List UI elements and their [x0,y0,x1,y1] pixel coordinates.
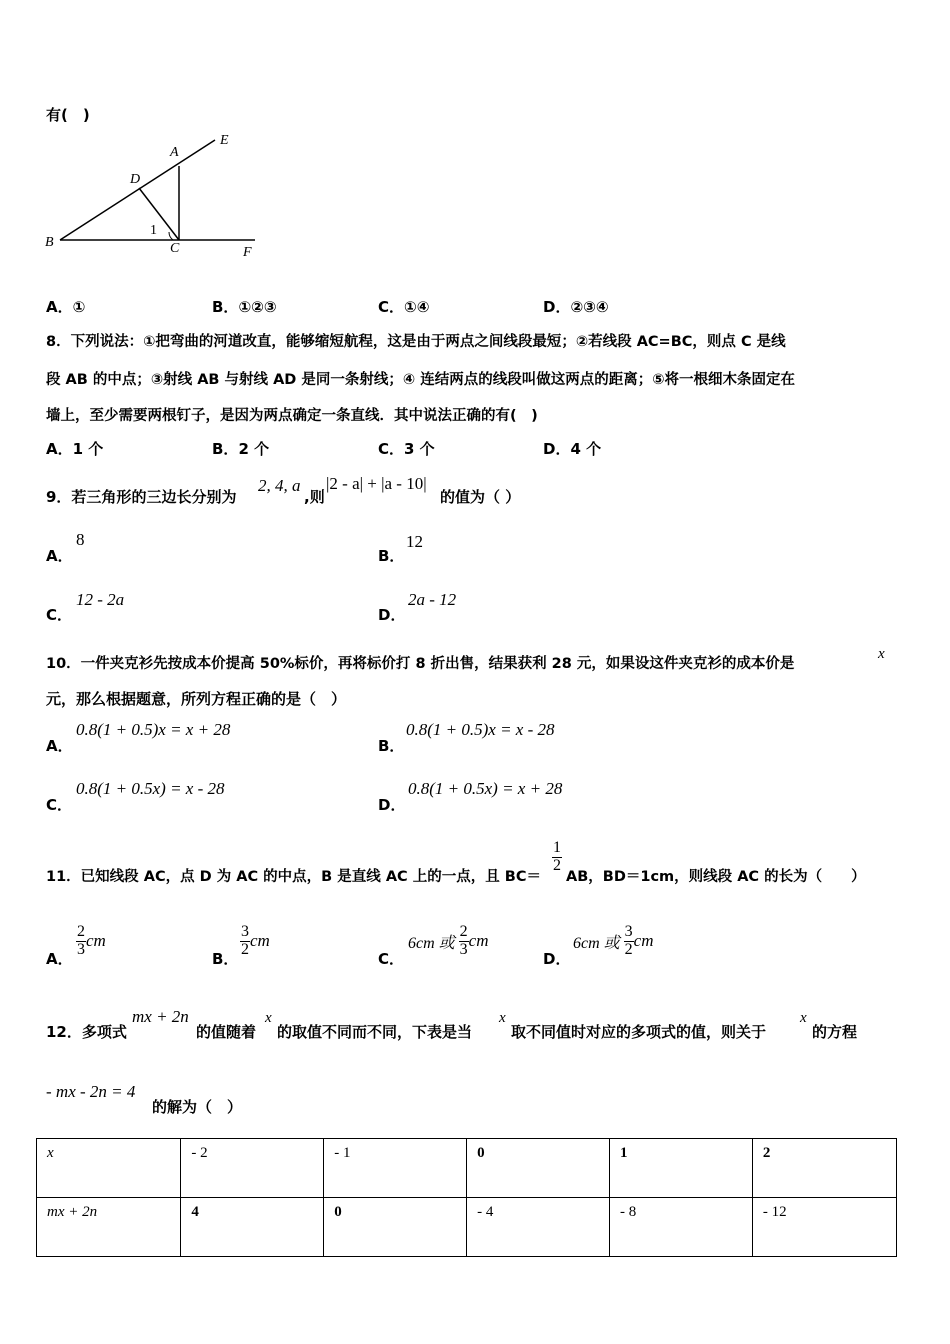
label-c: C [170,241,180,256]
q9-sides: 2, 4, a [258,476,301,495]
q9-suffix: 的值为（ ） [440,488,521,506]
geometry-figure [40,128,270,263]
q10-option-c-equation: 0.8(1 + 0.5x) = x - 28 [76,779,225,798]
table-cell: - 4 [467,1198,610,1257]
q9-option-a-letter[interactable]: A． [46,547,73,565]
q8-line-1: 8．下列说法：①把弯曲的河道改直，能够缩短航程，这是由于两点之间线段最短；②若线段 AC=BC，则点 C 是线 [46,334,786,350]
q10-line-1: 10．一件夹克衫先按成本价提高 50%标价，再将标价打 8 折出售，结果获利 28 元，如果设这件夹克衫的成本价是 [46,656,795,672]
q10-option-a-letter[interactable]: A． [46,737,73,755]
q12-part-6: 的解为（ ） [152,1098,243,1116]
q7-option-c[interactable]: C．①④ [378,298,430,316]
table-cell: - 2 [181,1139,324,1198]
q9-option-b-letter[interactable]: B． [378,547,405,565]
q10-option-d-letter[interactable]: D． [378,796,406,814]
q11-option-d-letter[interactable]: D． [543,950,571,968]
table-header-x: x [37,1139,181,1198]
q8-option-b[interactable]: B．2 个 [212,440,270,458]
q7-stem-end: 有( ) [46,106,90,124]
q12-part-3: 的取值不同而不同，下表是当 [277,1023,473,1041]
table-cell: 1 [610,1139,753,1198]
q11-option-b-value: $\frac{3}{2}$ cm [241,923,270,958]
table-header-polynomial: mx + 2n [37,1198,181,1257]
q10-option-b-equation: 0.8(1 + 0.5)x = x - 28 [406,720,555,739]
q11-option-d-value: 6cm 或 $\frac{3}{2}$ cm [573,923,654,958]
q11-stem: 11．已知线段 AC，点 D 为 AC 的中点，B 是直线 AC 上的一点，且 BC＝ [46,869,541,885]
q8-line-3: 墙上，至少需要两根钉子，是因为两点确定一条直线．其中说法正确的有( ) [46,408,538,424]
table-row-x [37,1139,897,1198]
q9-option-b-value: 12 [406,532,423,551]
q12-equation: - mx - 2n = 4 [46,1082,136,1101]
q9-option-d-letter[interactable]: D． [378,606,406,624]
table-cell: 4 [181,1198,324,1257]
table-cell: - 12 [752,1198,896,1257]
angle-1-arc [169,232,173,240]
q12-part-2: 的值随着 [196,1023,257,1041]
label-angle-1: 1 [150,223,157,238]
q11-option-b-letter[interactable]: B． [212,950,239,968]
table-cell: 0 [467,1139,610,1198]
q9-option-a-value: 8 [76,530,85,549]
q9-option-c-letter[interactable]: C． [46,606,73,624]
label-f: F [243,245,252,260]
q12-x-3: x [800,1010,807,1026]
q10-option-a-equation: 0.8(1 + 0.5)x = x + 28 [76,720,231,739]
table-cell: 2 [752,1139,896,1198]
q9-expression: |2 - a| + |a - 10| [326,474,427,493]
q11-option-c-letter[interactable]: C． [378,950,405,968]
q10-option-b-letter[interactable]: B． [378,737,405,755]
q8-option-c[interactable]: C．3 个 [378,440,435,458]
q9-option-d-value: 2a - 12 [408,590,457,609]
q10-option-d-equation: 0.8(1 + 0.5x) = x + 28 [408,779,563,798]
q10-option-c-letter[interactable]: C． [46,796,73,814]
q11-option-a-value: $\frac{2}{3}$ cm [77,923,106,958]
q8-option-a[interactable]: A．1 个 [46,440,104,458]
q9-option-c-value: 12 - 2a [76,590,125,609]
q9-prefix: 9．若三角形的三边长分别为 [46,488,237,506]
q8-option-d[interactable]: D．4 个 [543,440,602,458]
line-be [60,140,215,240]
values-table [36,1138,897,1257]
label-b: B [45,235,54,250]
q11-fraction: $\frac{1}{2}$ [553,839,561,874]
q7-option-b[interactable]: B．①②③ [212,298,277,316]
q12-part-5: 的方程 [812,1023,858,1041]
q12-x-2: x [499,1010,506,1026]
q11-option-a-letter[interactable]: A． [46,950,73,968]
label-e: E [220,133,229,148]
q12-part-4: 取不同值时对应的多项式的值，则关于 [511,1023,767,1041]
q9-mid: ,则 [304,488,325,506]
q10-variable: x [878,646,885,662]
table-row-values [37,1198,897,1257]
table-cell: 0 [324,1198,467,1257]
label-d: D [130,172,141,187]
q7-option-d[interactable]: D．②③④ [543,298,609,316]
q12-x-1: x [265,1010,272,1026]
q8-line-2: 段 AB 的中点；③射线 AB 与射线 AD 是同一条射线；④ 连结两点的线段叫做这两点的距离；⑤将一根细木条固定在 [46,372,795,388]
q11-option-c-value: 6cm 或 $\frac{2}{3}$ cm [408,923,489,958]
q10-line-2: 元，那么根据题意，所列方程正确的是（ ） [46,690,347,708]
q11-stem-tail: AB，BD＝1cm，则线段 AC 的长为（ ） [566,869,866,885]
q7-option-a[interactable]: A．① [46,298,86,316]
q12-polynomial: mx + 2n [132,1007,189,1026]
segment-dc [139,188,179,240]
label-a: A [170,145,179,160]
table-cell: - 1 [324,1139,467,1198]
q12-part-1: 12．多项式 [46,1023,127,1041]
table-cell: - 8 [610,1198,753,1257]
